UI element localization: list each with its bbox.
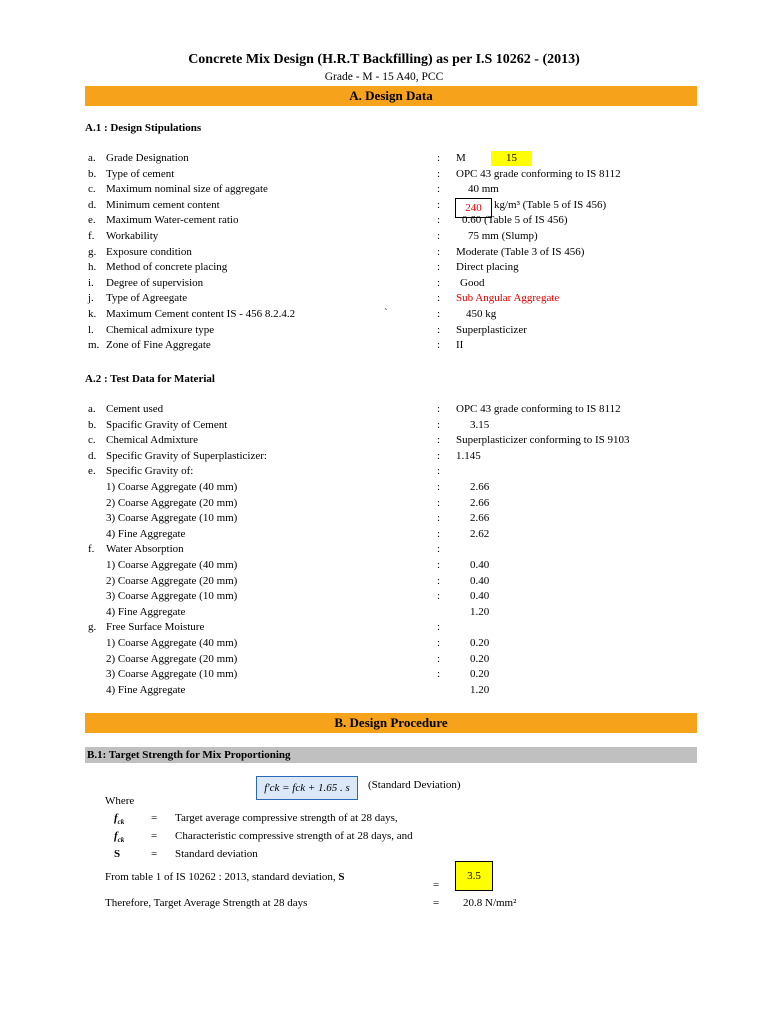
row-label: Specific Gravity of: (106, 465, 194, 478)
data-row (0, 450, 768, 465)
row-label: Type of Agreegate (106, 292, 188, 305)
row-value: 75 mm (Slump) (468, 230, 538, 242)
row-label: Maximum Water-cement ratio (106, 214, 239, 227)
row-label: Spacific Gravity of Cement (106, 418, 228, 431)
row-colon: : (437, 481, 441, 493)
data-row (0, 512, 768, 527)
row-index: g. (88, 245, 97, 258)
grade-value-cell (491, 151, 532, 166)
row-label: 3) Coarse Aggregate (10 mm) (106, 590, 238, 603)
row-colon: : (437, 590, 441, 603)
data-row (0, 575, 768, 590)
row-index: f. (88, 543, 95, 556)
def-symbol-char: f (114, 830, 118, 842)
sd-value: 3.5 (455, 861, 493, 891)
row-label: Zone of Fine Aggregate (106, 339, 211, 352)
data-row (0, 621, 768, 636)
row-value: 0.40 (470, 574, 490, 587)
def-symbol-sub: ck (117, 836, 125, 845)
row-value: 0.20 (470, 668, 490, 681)
row-label: Water Absorption (106, 543, 184, 556)
row-colon: : (437, 527, 441, 540)
row-colon: : (437, 403, 441, 415)
def-equals: = (151, 812, 158, 824)
data-row (0, 183, 768, 198)
row-label: Type of cement (106, 167, 175, 180)
row-colon: : (437, 449, 441, 462)
def-text: Characteristic compressive strength of at 28 days, and (175, 830, 413, 842)
def-equals: = (151, 830, 158, 842)
def-symbol-sub: ck (117, 818, 125, 827)
row-colon: : (437, 245, 441, 258)
row-value: 0.60 (Table 5 of IS 456) (462, 214, 568, 227)
row-label: Minimum cement content (106, 198, 220, 211)
row-index: e. (88, 214, 96, 227)
section-b-header: B. Design Procedure (85, 713, 697, 733)
row-colon: : (437, 308, 441, 320)
data-row (0, 684, 768, 699)
data-row (0, 528, 768, 543)
row-label: Chemical Admixture (106, 434, 198, 447)
row-colon: : (437, 167, 441, 180)
row-value: Direct placing (456, 261, 519, 274)
document-subtitle: Grade - M - 15 A40, PCC (324, 71, 444, 83)
row-colon: : (437, 434, 441, 447)
row-colon: : (437, 496, 441, 509)
sd-equals: = (433, 879, 440, 891)
data-row (0, 497, 768, 512)
row-value: 2.62 (470, 527, 490, 540)
data-row (0, 559, 768, 574)
row-colon: : (437, 323, 441, 336)
row-index: f. (88, 230, 95, 242)
data-row (0, 152, 768, 167)
row-index: l. (88, 323, 94, 336)
row-value: 0.20 (470, 637, 490, 649)
row-index: g. (88, 621, 97, 634)
row-label: Specific Gravity of Superplasticizer: (106, 449, 267, 462)
row-label: Chemical admixure type (106, 323, 215, 336)
def-text: Standard deviation (175, 848, 258, 860)
a1-heading: A.1 : Design Stipulations (85, 122, 202, 134)
row-value: 0.20 (470, 652, 490, 665)
row-colon: : (437, 559, 441, 571)
row-label: 2) Coarse Aggregate (20 mm) (106, 652, 238, 665)
row-label: Degree of supervision (106, 276, 204, 289)
data-row (0, 261, 768, 276)
data-row (0, 403, 768, 418)
row-value: 0.40 (470, 590, 490, 603)
def-symbol (114, 848, 120, 862)
row-index: i. (88, 276, 94, 289)
row-value: 3.15 (470, 418, 490, 431)
target-text: Therefore, Target Average Strength at 28 days (105, 897, 308, 909)
row-colon: : (437, 543, 441, 556)
row-value: Sub Angular Aggregate (456, 292, 560, 305)
target-strength-formula: f'ck = fck + 1.65 . s (256, 776, 358, 800)
row-label: 4) Fine Aggregate (106, 683, 186, 696)
row-label: Cement used (106, 403, 164, 415)
data-row (0, 481, 768, 496)
row-colon: : (437, 339, 441, 352)
data-row (0, 292, 768, 307)
row-label: 2) Coarse Aggregate (20 mm) (106, 574, 238, 587)
row-index: d. (88, 198, 97, 211)
row-colon: : (437, 198, 441, 211)
data-row (0, 434, 768, 449)
row-index: e. (88, 465, 96, 478)
row-value: 2.66 (470, 481, 490, 493)
row-value: II (456, 339, 464, 352)
row-index: a. (88, 403, 96, 415)
stray-backtick: ` (384, 307, 388, 319)
row-value: Superplasticizer conforming to IS 9103 (456, 434, 630, 447)
row-label: 1) Coarse Aggregate (40 mm) (106, 637, 238, 649)
sd-text (105, 871, 345, 883)
where-label: Where (105, 795, 135, 807)
row-colon: : (437, 574, 441, 587)
row-value: 2.66 (470, 496, 490, 509)
row-label: 1) Coarse Aggregate (40 mm) (106, 559, 238, 571)
sd-description: From table 1 of IS 10262 : 2013, standard deviation, (105, 871, 339, 883)
data-row (0, 543, 768, 558)
row-colon: : (437, 261, 441, 274)
row-value: 0.40 (470, 559, 490, 571)
row-colon: : (437, 621, 441, 634)
data-row (0, 324, 768, 339)
a2-heading: A.2 : Test Data for Material (85, 373, 215, 385)
row-colon: : (437, 292, 441, 305)
row-label: 3) Coarse Aggregate (10 mm) (106, 668, 238, 681)
grade-value: 15 (506, 152, 517, 164)
target-value: 20.8 N/mm² (463, 897, 517, 909)
data-row (0, 465, 768, 480)
row-label: 4) Fine Aggregate (106, 605, 186, 618)
row-label: Exposure condition (106, 245, 192, 258)
row-label: Method of concrete placing (106, 261, 228, 274)
def-symbol (114, 830, 124, 844)
row-colon: : (437, 418, 441, 431)
def-equals: = (151, 848, 158, 860)
row-label: Maximum nominal size of aggregate (106, 183, 268, 196)
row-index: c. (88, 183, 96, 196)
data-row (0, 606, 768, 621)
row-label: Workability (106, 230, 159, 242)
row-index: m. (88, 339, 100, 352)
row-colon: : (437, 652, 441, 665)
row-label: Grade Designation (106, 152, 189, 164)
data-row (0, 168, 768, 183)
formula-note: (Standard Deviation) (368, 779, 461, 791)
row-value: 1.145 (456, 449, 481, 462)
row-value: M (456, 152, 466, 164)
def-symbol (114, 812, 124, 826)
data-row (0, 590, 768, 605)
row-value: 450 kg (466, 308, 497, 320)
data-row (0, 277, 768, 292)
row-value: Good (460, 276, 485, 289)
section-a-header: A. Design Data (85, 86, 697, 106)
row-index: h. (88, 261, 97, 274)
row-label: 2) Coarse Aggregate (20 mm) (106, 496, 238, 509)
row-index: c. (88, 434, 96, 447)
document-title: Concrete Mix Design (H.R.T Backfilling) as per I.S 10262 - (2013) (188, 52, 580, 67)
data-row (0, 199, 768, 214)
target-equals: = (433, 897, 440, 909)
data-row (0, 339, 768, 354)
row-label: 1) Coarse Aggregate (40 mm) (106, 481, 238, 493)
row-value: 2.66 (470, 512, 490, 525)
row-value: Moderate (Table 3 of IS 456) (456, 245, 585, 258)
data-row (0, 419, 768, 434)
row-colon: : (437, 276, 441, 289)
row-colon: : (437, 512, 441, 525)
row-value: 40 mm (468, 183, 499, 196)
row-colon: : (437, 668, 441, 681)
min-cement-value: 240 (455, 198, 492, 218)
row-value: OPC 43 grade conforming to IS 8112 (456, 167, 621, 180)
row-label: 3) Coarse Aggregate (10 mm) (106, 512, 238, 525)
row-value: Superplasticizer (456, 323, 527, 336)
row-colon: : (437, 183, 441, 196)
row-colon: : (437, 152, 441, 164)
row-index: a. (88, 152, 96, 164)
def-symbol-char: f (114, 812, 118, 824)
def-symbol-char: S (114, 848, 121, 860)
row-index: k. (88, 308, 97, 320)
row-index: b. (88, 418, 97, 431)
data-row (0, 653, 768, 668)
row-index: d. (88, 449, 97, 462)
row-index: j. (88, 292, 94, 305)
row-colon: : (437, 637, 441, 649)
row-label: 4) Fine Aggregate (106, 527, 186, 540)
row-colon: : (437, 230, 441, 242)
row-value: 1.20 (470, 605, 490, 618)
row-value: kg/m³ (Table 5 of IS 456) (494, 198, 607, 211)
data-row (0, 668, 768, 683)
row-label: Maximum Cement content IS - 456 8.2.4.2 (106, 308, 296, 320)
row-index: b. (88, 167, 97, 180)
b1-heading: B.1: Target Strength for Mix Proportioning (85, 747, 697, 763)
data-row (0, 230, 768, 245)
def-text: Target average compressive strength of at 28 days, (175, 812, 398, 824)
row-value: OPC 43 grade conforming to IS 8112 (456, 403, 621, 415)
row-colon: : (437, 465, 441, 478)
data-row (0, 637, 768, 652)
sd-symbol: S (338, 871, 345, 883)
data-row (0, 246, 768, 261)
row-colon: : (437, 214, 441, 227)
row-label: Free Surface Moisture (106, 621, 205, 634)
row-value: 1.20 (470, 683, 490, 696)
data-row (0, 214, 768, 229)
